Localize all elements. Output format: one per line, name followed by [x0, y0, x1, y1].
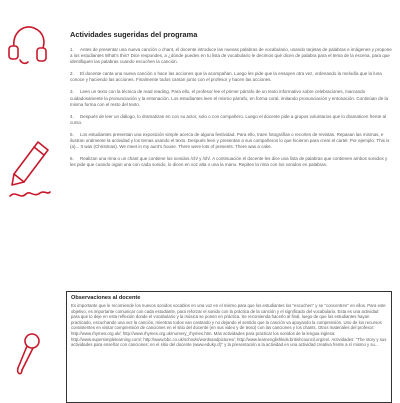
list-item: [70, 114, 392, 126]
item-number: 6.: [70, 156, 74, 162]
teacher-notes-box: [66, 291, 392, 403]
item-text: Leen un texto con la técnica de read reading. Para ello, el profesor lee el primer párrafo de un texto informativo sobre celebraciones, marcando cuidadosamente la pronunciación y la entonación. Los estudiantes leen el mismo párrafo, en forma coral, imitando pronunciación y entonación. Continúan de la misma forma con el resto del texto.: [70, 89, 388, 107]
pencil-icon: [4, 138, 56, 204]
item-text: Realizan una rima o un chant que contiene los sonidos /ch/ y /sh/. A continuación el docente les dice una lista de palabras que contienen ambos sonidos y les pide que cuando oigan una con cada sonido, lo dicen en voz alta o una la mano. Repiten la rima con los sonidos en palabras.: [70, 156, 388, 168]
headphones-icon: [6, 18, 50, 68]
list-item: [70, 47, 392, 65]
item-text: El docente canta una nueva canción o hace las acciones que la acompañan. Luego les pide que la ensayen otra vez, ordenando la melodía que la luna conoce y haciendo las acciones. Finalmente todos cantan junto con el profesor y hacen las acciones.: [70, 71, 382, 83]
notes-text: Es importante que le recomiende los nuevos sonidos vocablos en una voz en el mismo para que los estudiantes los ''escuchen'' y se ''concentren'' en ellos. Para este objetivo, es importante comunicar con cada estudiante, para reforzar el sonido con la práctica de la canción y el significado del vocabulario. Esta es una actividad para que lo deje en esta reflexión donde el vocabulario y la música se ponen en práctica. Se recomienda hacerlo al final, luego de que los estudiantes hayan practicado, escuchando una vez la canción, mientras todos van cantando y no dejando el sentido que la canción va apoyando la comprensión. Uno de los recursos consistentes en visitar comprensión de canciones en el sitio del docente (en sus video y de texto) con las canciones y los chants. Otros materiales del profesor: http://www.rhymes.org.uk/; http://www.rhymes.org.uk/nursery_rhymes.htm. Más actividades para practicar los sonidos de la lengua inglesa: http://www.supersimplelearning.com/; http://www.bbc.co.uk/schools/wordsandpictures/; http://www.learnenglishkids.britishcouncil.org/es/. Actividades: ''The story y sus actividades para enseñar con canciones: en el sitio del docente (www.eduky.cl)'' y la presentación a la actividad en una actividad creativa frente a sí mismo y su...: [71, 303, 387, 348]
list-item: [70, 89, 392, 107]
item-number: 5.: [70, 131, 74, 137]
item-text: Antes de presentar una nueva canción o chant, el docente introduce las nuevas palabras de vocabulario, usando tarjetas de palabras e imágenes y propone a los estudiantes What's this? Dice respondes, a ¿dónde puedes en tu lista de vocabulario le decimos qué dicen de palabra para el tema de la escena, para que identifiquen las palabras cuando escuchen la canción.: [70, 47, 392, 65]
item-number: 1.: [70, 47, 74, 52]
activity-list: [70, 47, 392, 174]
item-text: Después de leer un diálogo, lo dramatizan en con su actor, solo o con compañero. Luego el docente pide a grupos voluntarios que lo dramaticen frente al curso.: [70, 113, 386, 125]
notes-title: Observaciones al docente: [71, 295, 141, 301]
item-text: Los estudiantes presentan una exposición simple acerca de alguna festividad. Para ello, traen fotografías o recortes de revistas. Repasan las mismas, e ilustran oralmente la actividad y los temas usando el texto. Después leen y presentan a sus compañeros lo que hicieron para crear el cartel. Por ejemplo: This is (a)... It was (Christmas). We meet in my aunt's house. There were lots of presents. There was a cake.: [70, 131, 390, 150]
item-number: 4.: [70, 113, 74, 119]
item-number: 2.: [70, 71, 74, 77]
item-number: 3.: [70, 89, 74, 95]
list-item: [70, 132, 392, 150]
list-item: [70, 71, 392, 83]
list-item: [70, 156, 392, 168]
page-title: Actividades sugeridas del programa: [70, 30, 198, 39]
microphone-icon: [12, 330, 46, 380]
margin-decorations: [0, 0, 60, 400]
